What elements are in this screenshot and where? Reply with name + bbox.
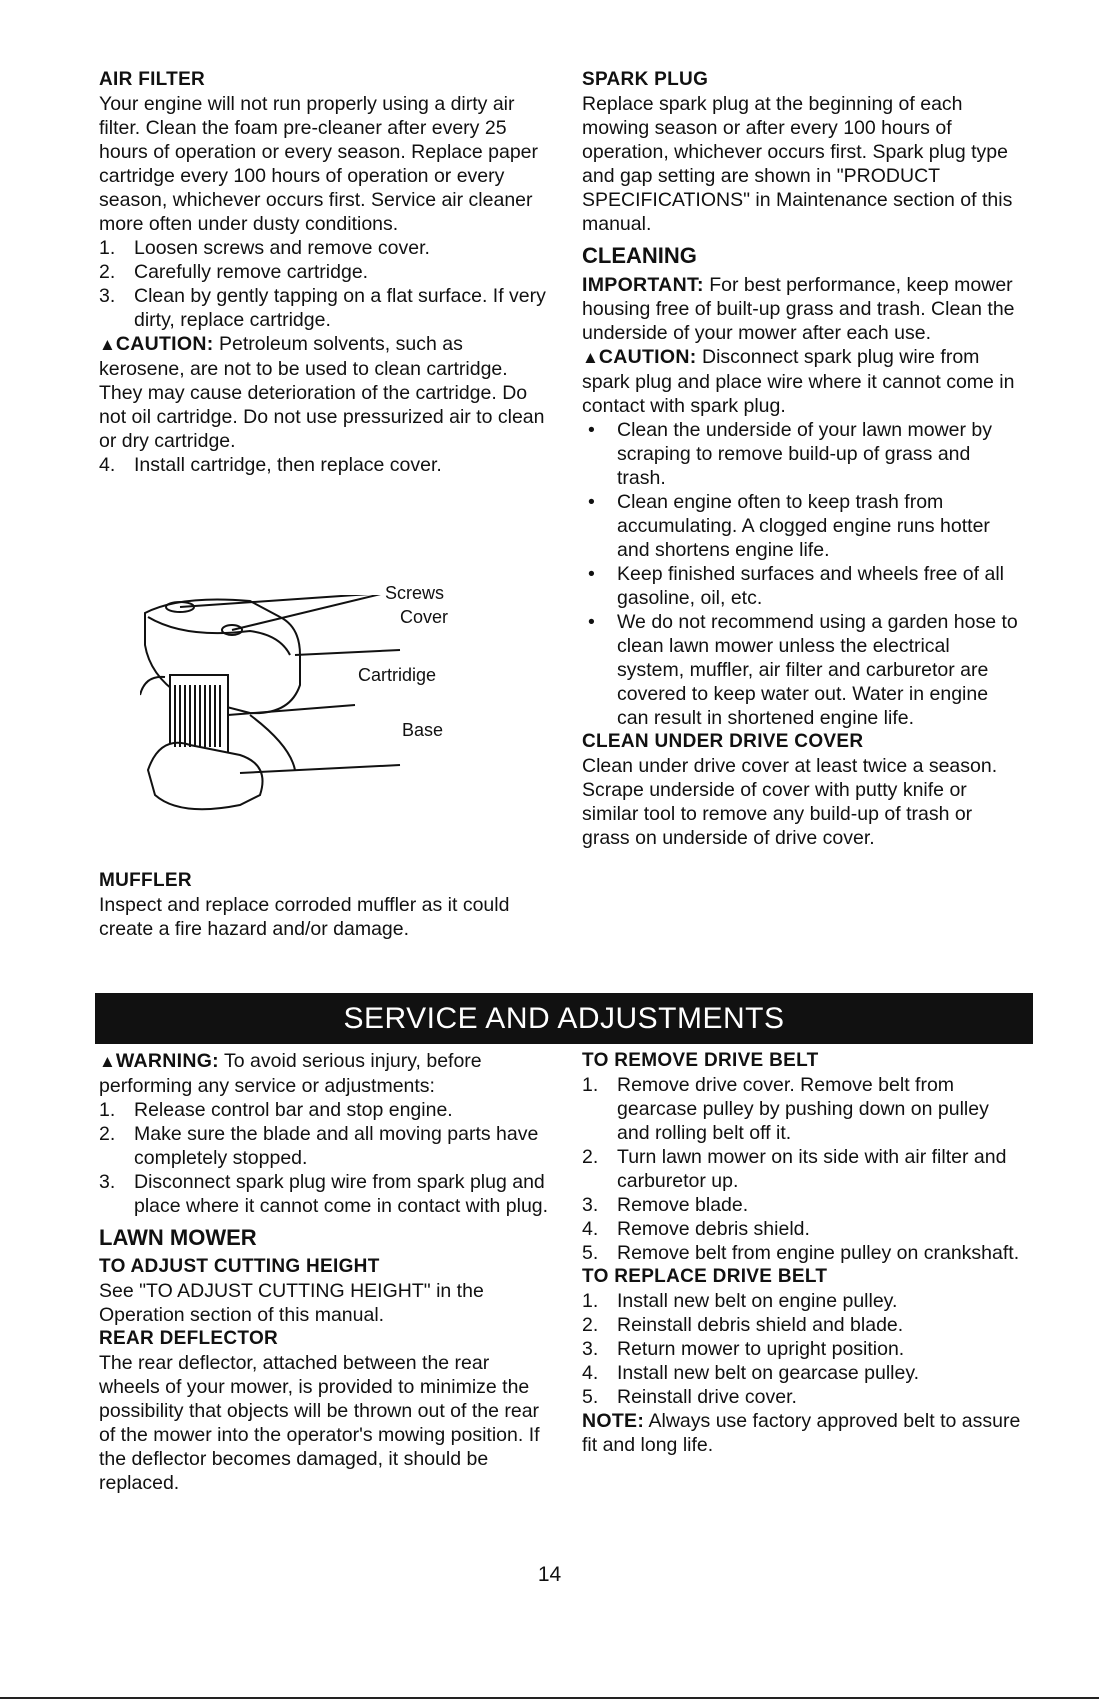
list-item: 4. Install cartridge, then replace cover. bbox=[99, 454, 442, 476]
muffler-heading: MUFFLER bbox=[99, 870, 192, 891]
adjust-cutting-height-heading: TO ADJUST CUTTING HEIGHT bbox=[99, 1256, 380, 1277]
list-item: 2. Carefully remove cartridge. bbox=[99, 261, 369, 283]
clean-under-drive-cover-text: Clean under drive cover at least twice a season. Scrape underside of cover with putty knife or similar tool to remove any build-up of trash or grass on underside of drive cover. bbox=[582, 755, 998, 849]
list-item: • We do not recommend using a garden hose to clean lawn mower unless the electrical system, muffler, air filter and carburetor are covered to keep water out. Water in engine can result in shortened engine life. bbox=[588, 611, 1018, 729]
air-filter-steps bbox=[99, 236, 549, 332]
note-text: NOTE: Always use factory approved belt to assure fit and long life. bbox=[582, 1410, 1021, 1456]
list-item: 4. Remove debris shield. bbox=[582, 1218, 810, 1240]
remove-drive-belt-heading: TO REMOVE DRIVE BELT bbox=[582, 1050, 819, 1071]
replace-drive-belt-steps bbox=[582, 1289, 1022, 1409]
page-number: 14 bbox=[537, 1563, 562, 1586]
air-filter-intro: Your engine will not run properly using a dirty air filter. Clean the foam pre-cleaner after every 25 hours of operation or every season. Replace paper cartridge every 100 hours of operation or every season, whichever occurs first. Service air cleaner more often under dusty conditions. bbox=[99, 93, 539, 235]
list-item: • Clean engine often to keep trash from accumulating. A clogged engine runs hotter and shortens engine life. bbox=[588, 491, 990, 561]
warning-triangle-icon: ▲ bbox=[99, 1052, 116, 1071]
air-filter-step-4 bbox=[99, 453, 549, 477]
warning-text: ▲WARNING: To avoid serious injury, before performing any service or adjustments: bbox=[99, 1050, 482, 1097]
label-cover: Cover bbox=[400, 607, 449, 627]
section-banner: SERVICE AND ADJUSTMENTS bbox=[95, 993, 1033, 1044]
cleaning-heading: CLEANING bbox=[582, 243, 697, 268]
air-filter-diagram bbox=[140, 583, 520, 850]
spark-plug-text: Replace spark plug at the beginning of each mowing season or after every 100 hours of operation, whichever occurs first. Spark plug type and gap setting are shown in "PRODUCT SPECIFICATIONS" in Maintenance section of this manual. bbox=[582, 93, 1013, 235]
right-column-bottom bbox=[582, 1049, 1022, 1457]
list-item: 4. Install new belt on gearcase pulley. bbox=[582, 1362, 920, 1384]
replace-drive-belt-heading: TO REPLACE DRIVE BELT bbox=[582, 1266, 828, 1287]
muffler-text: Inspect and replace corroded muffler as it could create a fire hazard and/or damage. bbox=[99, 894, 510, 940]
list-item: 3. Remove blade. bbox=[582, 1194, 749, 1216]
list-item: 2. Make sure the blade and all moving parts have completely stopped. bbox=[99, 1123, 539, 1169]
label-screws: Screws bbox=[385, 583, 445, 603]
cleaning-caution: ▲CAUTION: Disconnect spark plug wire from spark plug and place wire where it cannot come in contact with spark plug. bbox=[582, 346, 1015, 417]
remove-drive-belt-steps bbox=[582, 1073, 1022, 1265]
cleaning-important: IMPORTANT: For best performance, keep mower housing free of built-up grass and trash. Clean the underside of your mower after each use. bbox=[582, 274, 1015, 344]
list-item: 2. Reinstall debris shield and blade. bbox=[582, 1314, 904, 1336]
list-item: 1. Install new belt on engine pulley. bbox=[582, 1290, 898, 1312]
clean-under-drive-cover-heading: CLEAN UNDER DRIVE COVER bbox=[582, 731, 864, 752]
list-item: • Keep finished surfaces and wheels free of all gasoline, oil, etc. bbox=[588, 563, 1004, 609]
list-item: 1. Loosen screws and remove cover. bbox=[99, 237, 430, 259]
left-column-bottom bbox=[99, 1049, 549, 1495]
spark-plug-heading: SPARK PLUG bbox=[582, 69, 709, 90]
list-item: 3. Return mower to upright position. bbox=[582, 1338, 905, 1360]
bottom-rule bbox=[0, 1697, 1099, 1699]
list-item: 1. Remove drive cover. Remove belt from gearcase pulley by pushing down on pulley and rolling belt off it. bbox=[582, 1074, 989, 1144]
list-item: 5. Reinstall drive cover. bbox=[582, 1386, 797, 1408]
rear-deflector-heading: REAR DEFLECTOR bbox=[99, 1328, 279, 1349]
list-item: • Clean the underside of your lawn mower by scraping to remove build-up of grass and trash. bbox=[588, 419, 993, 489]
caution-triangle-icon: ▲ bbox=[582, 348, 599, 367]
label-cartridge: Cartridige bbox=[358, 665, 437, 685]
air-filter-drawing bbox=[140, 595, 520, 850]
right-column-top bbox=[582, 68, 1022, 850]
lawn-mower-heading: LAWN MOWER bbox=[99, 1225, 257, 1250]
air-filter-section bbox=[99, 68, 549, 477]
caution-triangle-icon: ▲ bbox=[99, 335, 116, 354]
list-item: 5. Remove belt from engine pulley on crankshaft. bbox=[582, 1242, 1020, 1264]
cleaning-bullets bbox=[582, 418, 1022, 730]
warning-steps bbox=[99, 1098, 549, 1218]
muffler-section bbox=[99, 869, 549, 941]
air-filter-caution: ▲CAUTION: Petroleum solvents, such as kerosene, are not to be used to clean cartridge. They may cause deterioration of the cartridge. Do not oil cartridge. Do not use pressurized air to clean or dry cartridge. bbox=[99, 333, 545, 452]
list-item: 1. Release control bar and stop engine. bbox=[99, 1099, 453, 1121]
rear-deflector-text: The rear deflector, attached between the rear wheels of your mower, is provided to minimize the possibility that objects will be thrown out of the rear of the mower into the operator's mowing position. If the deflector becomes damaged, it should be replaced. bbox=[99, 1352, 540, 1494]
list-item: 3. Clean by gently tapping on a flat surface. If very dirty, replace cartridge. bbox=[99, 285, 546, 331]
list-item: 2. Turn lawn mower on its side with air filter and carburetor up. bbox=[582, 1146, 1007, 1192]
air-filter-heading: AIR FILTER bbox=[99, 69, 206, 90]
label-base: Base bbox=[402, 720, 444, 740]
adjust-cutting-height-text: See "TO ADJUST CUTTING HEIGHT" in the Operation section of this manual. bbox=[99, 1280, 484, 1326]
list-item: 3. Disconnect spark plug wire from spark plug and place where it cannot come in contact with plug. bbox=[99, 1171, 549, 1217]
